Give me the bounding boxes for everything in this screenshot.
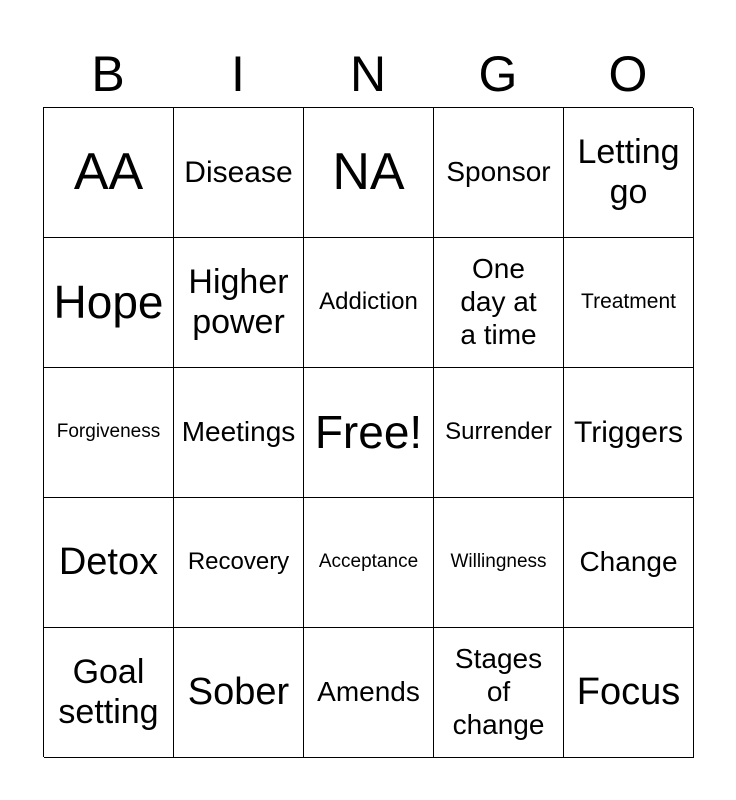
- bingo-cell[interactable]: [174, 498, 304, 628]
- bingo-cell[interactable]: [564, 498, 694, 628]
- bingo-cell[interactable]: [44, 108, 174, 238]
- bingo-cell[interactable]: [44, 368, 174, 498]
- bingo-cell[interactable]: [304, 628, 434, 758]
- cell-text: Stages of change: [452, 643, 545, 740]
- bingo-cell[interactable]: [44, 628, 174, 758]
- cell-text: Recovery: [187, 548, 290, 576]
- cell-text: Meetings: [181, 416, 296, 448]
- cell-text: AA: [73, 143, 144, 202]
- free-space-cell[interactable]: [304, 368, 434, 498]
- bingo-cell[interactable]: [304, 238, 434, 368]
- bingo-cell[interactable]: [174, 238, 304, 368]
- cell-text: Addiction: [319, 288, 418, 316]
- bingo-cell[interactable]: [44, 498, 174, 628]
- cell-text: Acceptance: [318, 551, 419, 573]
- bingo-board: [43, 107, 693, 757]
- bingo-header: [43, 40, 693, 108]
- bingo-cell[interactable]: [564, 238, 694, 368]
- bingo-cell[interactable]: [434, 368, 564, 498]
- header-letter-n: N: [349, 46, 387, 102]
- cell-text: Surrender: [445, 418, 552, 446]
- bingo-cell[interactable]: [434, 108, 564, 238]
- cell-text: One day at a time: [460, 253, 537, 350]
- cell-text: Goal setting: [58, 652, 159, 731]
- header-letter-i: I: [231, 46, 245, 102]
- bingo-cell[interactable]: [304, 108, 434, 238]
- bingo-cell[interactable]: [564, 628, 694, 758]
- bingo-cell[interactable]: [434, 498, 564, 628]
- header-letter-o: O: [608, 46, 648, 102]
- bingo-cell[interactable]: [304, 498, 434, 628]
- cell-text: Detox: [58, 541, 159, 584]
- header-letter-b: B: [91, 46, 125, 102]
- cell-text: Sober: [187, 671, 290, 714]
- cell-text: Focus: [576, 671, 681, 714]
- cell-text: NA: [332, 143, 405, 202]
- bingo-cell[interactable]: [564, 108, 694, 238]
- cell-text: Change: [579, 546, 678, 578]
- bingo-cell[interactable]: [174, 108, 304, 238]
- cell-text: Treatment: [581, 290, 676, 314]
- bingo-cell[interactable]: [564, 368, 694, 498]
- bingo-cell[interactable]: [44, 238, 174, 368]
- cell-text: Willingness: [450, 551, 547, 573]
- cell-text: Disease: [184, 155, 293, 189]
- cell-text: Triggers: [574, 415, 683, 449]
- bingo-cell[interactable]: [174, 368, 304, 498]
- cell-text: Hope: [53, 275, 164, 328]
- bingo-cell[interactable]: [174, 628, 304, 758]
- cell-text: Higher power: [188, 262, 289, 341]
- bingo-cell[interactable]: [434, 628, 564, 758]
- bingo-cell[interactable]: [434, 238, 564, 368]
- cell-text: Sponsor: [446, 156, 551, 188]
- cell-text: Forgiveness: [56, 421, 161, 443]
- cell-text: Amends: [317, 676, 420, 708]
- cell-text: Free!: [314, 405, 423, 458]
- cell-text: Letting go: [577, 132, 680, 211]
- header-letter-g: G: [478, 46, 518, 102]
